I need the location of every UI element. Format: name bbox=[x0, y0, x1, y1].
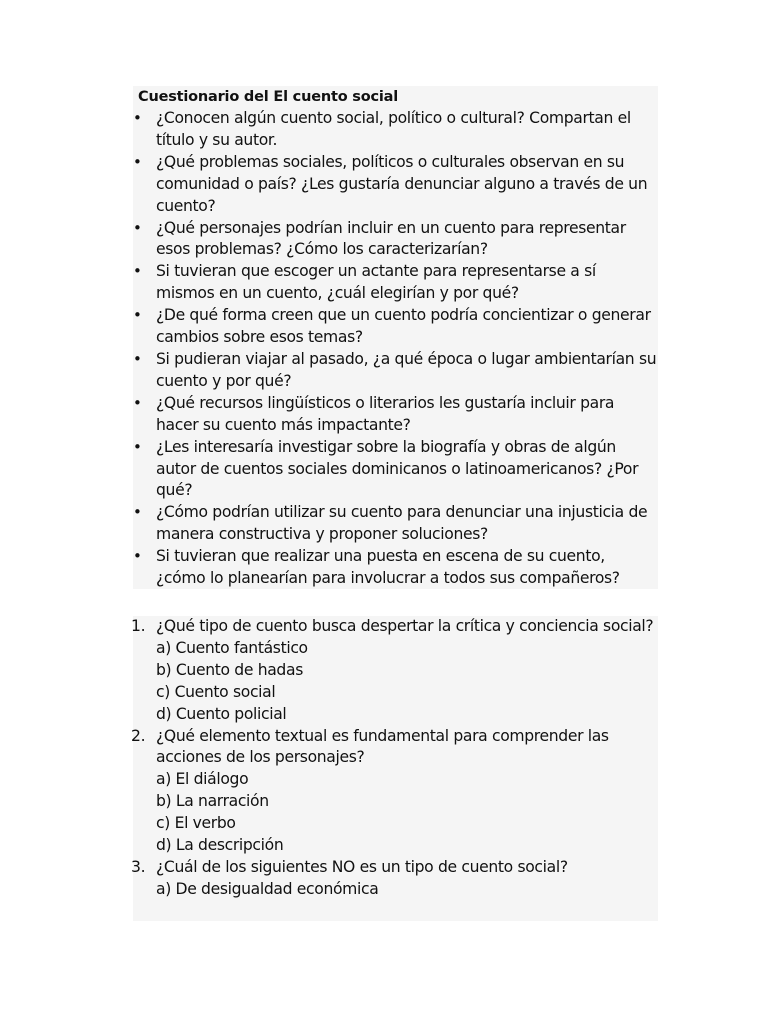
multiple-choice-list bbox=[133, 616, 658, 901]
answer-option: c) El verbo bbox=[156, 814, 236, 833]
list-item bbox=[133, 261, 658, 305]
question-text: ¿De qué forma creen que un cuento podría concientizar o generar cambios sobre esos temas? bbox=[156, 306, 651, 347]
question-number: 2. bbox=[131, 726, 146, 745]
question-text: Si tuvieran que escoger un actante para representarse a sí mismos en un cuento, ¿cuál elegirían y por qué? bbox=[156, 262, 596, 303]
list-item bbox=[133, 502, 658, 546]
bullet-icon: • bbox=[133, 437, 142, 456]
answer-option: d) Cuento policial bbox=[156, 704, 287, 723]
question-text: ¿Les interesaría investigar sobre la biografía y obras de algún autor de cuentos sociales dominicanos o latinoamericanos? ¿Por qué? bbox=[156, 437, 639, 500]
question-text: Si pudieran viajar al pasado, ¿a qué época o lugar ambientarían su cuento y por qué? bbox=[156, 349, 657, 390]
list-item bbox=[133, 218, 658, 262]
document-title: Cuestionario del El cuento social bbox=[138, 89, 399, 105]
question-text: ¿Qué personajes podrían incluir en un cuento para representar esos problemas? ¿Cómo los caracterizarían? bbox=[156, 218, 626, 259]
question-text: ¿Qué problemas sociales, políticos o culturales observan en su comunidad o país? ¿Les gustaría denunciar alguno a través de un cuento? bbox=[156, 152, 648, 215]
question-text: ¿Cuál de los siguientes NO es un tipo de cuento social? bbox=[156, 857, 568, 876]
bullet-icon: • bbox=[133, 218, 142, 237]
answer-option: b) La narración bbox=[156, 792, 269, 811]
question-number: 3. bbox=[131, 857, 146, 876]
question-text: Si tuvieran que realizar una puesta en escena de su cuento, ¿cómo lo planearían para involucrar a todos sus compañeros? bbox=[156, 547, 620, 588]
list-item bbox=[133, 108, 658, 152]
question-text: ¿Qué recursos lingüísticos o literarios les gustaría incluir para hacer su cuento más impactante? bbox=[156, 393, 615, 434]
bullet-icon: • bbox=[133, 152, 142, 171]
list-item bbox=[133, 349, 658, 393]
question-text: ¿Qué elemento textual es fundamental para comprender las acciones de los personajes? bbox=[156, 726, 609, 767]
question-item bbox=[133, 726, 658, 857]
question-text: ¿Cómo podrían utilizar su cuento para denunciar una injusticia de manera constructiva y proponer soluciones? bbox=[156, 503, 648, 544]
question-item bbox=[133, 857, 658, 901]
multiple-choice-section bbox=[133, 616, 658, 921]
bullet-icon: • bbox=[133, 547, 142, 566]
bullet-icon: • bbox=[133, 262, 142, 281]
list-item bbox=[133, 546, 658, 590]
bullet-icon: • bbox=[133, 503, 142, 522]
answer-option: c) Cuento social bbox=[156, 682, 276, 701]
question-number: 1. bbox=[131, 617, 146, 635]
bullet-icon: • bbox=[133, 306, 142, 325]
question-text: ¿Qué tipo de cuento busca despertar la crítica y conciencia social? bbox=[156, 617, 654, 635]
answer-option: a) De desigualdad económica bbox=[156, 879, 379, 898]
list-item bbox=[133, 152, 658, 218]
bullet-icon: • bbox=[133, 109, 142, 127]
questionnaire-section bbox=[133, 86, 658, 589]
answer-option: a) El diálogo bbox=[156, 770, 249, 789]
bullet-question-list bbox=[133, 108, 658, 590]
bullet-icon: • bbox=[133, 349, 142, 368]
bullet-icon: • bbox=[133, 393, 142, 412]
list-item bbox=[133, 305, 658, 349]
answer-option: a) Cuento fantástico bbox=[156, 638, 308, 657]
answer-option: b) Cuento de hadas bbox=[156, 660, 303, 679]
question-text: ¿Conocen algún cuento social, político o cultural? Compartan el título y su autor. bbox=[156, 109, 631, 149]
question-item bbox=[133, 616, 658, 726]
list-item bbox=[133, 393, 658, 437]
list-item bbox=[133, 437, 658, 503]
answer-option: d) La descripción bbox=[156, 836, 284, 855]
